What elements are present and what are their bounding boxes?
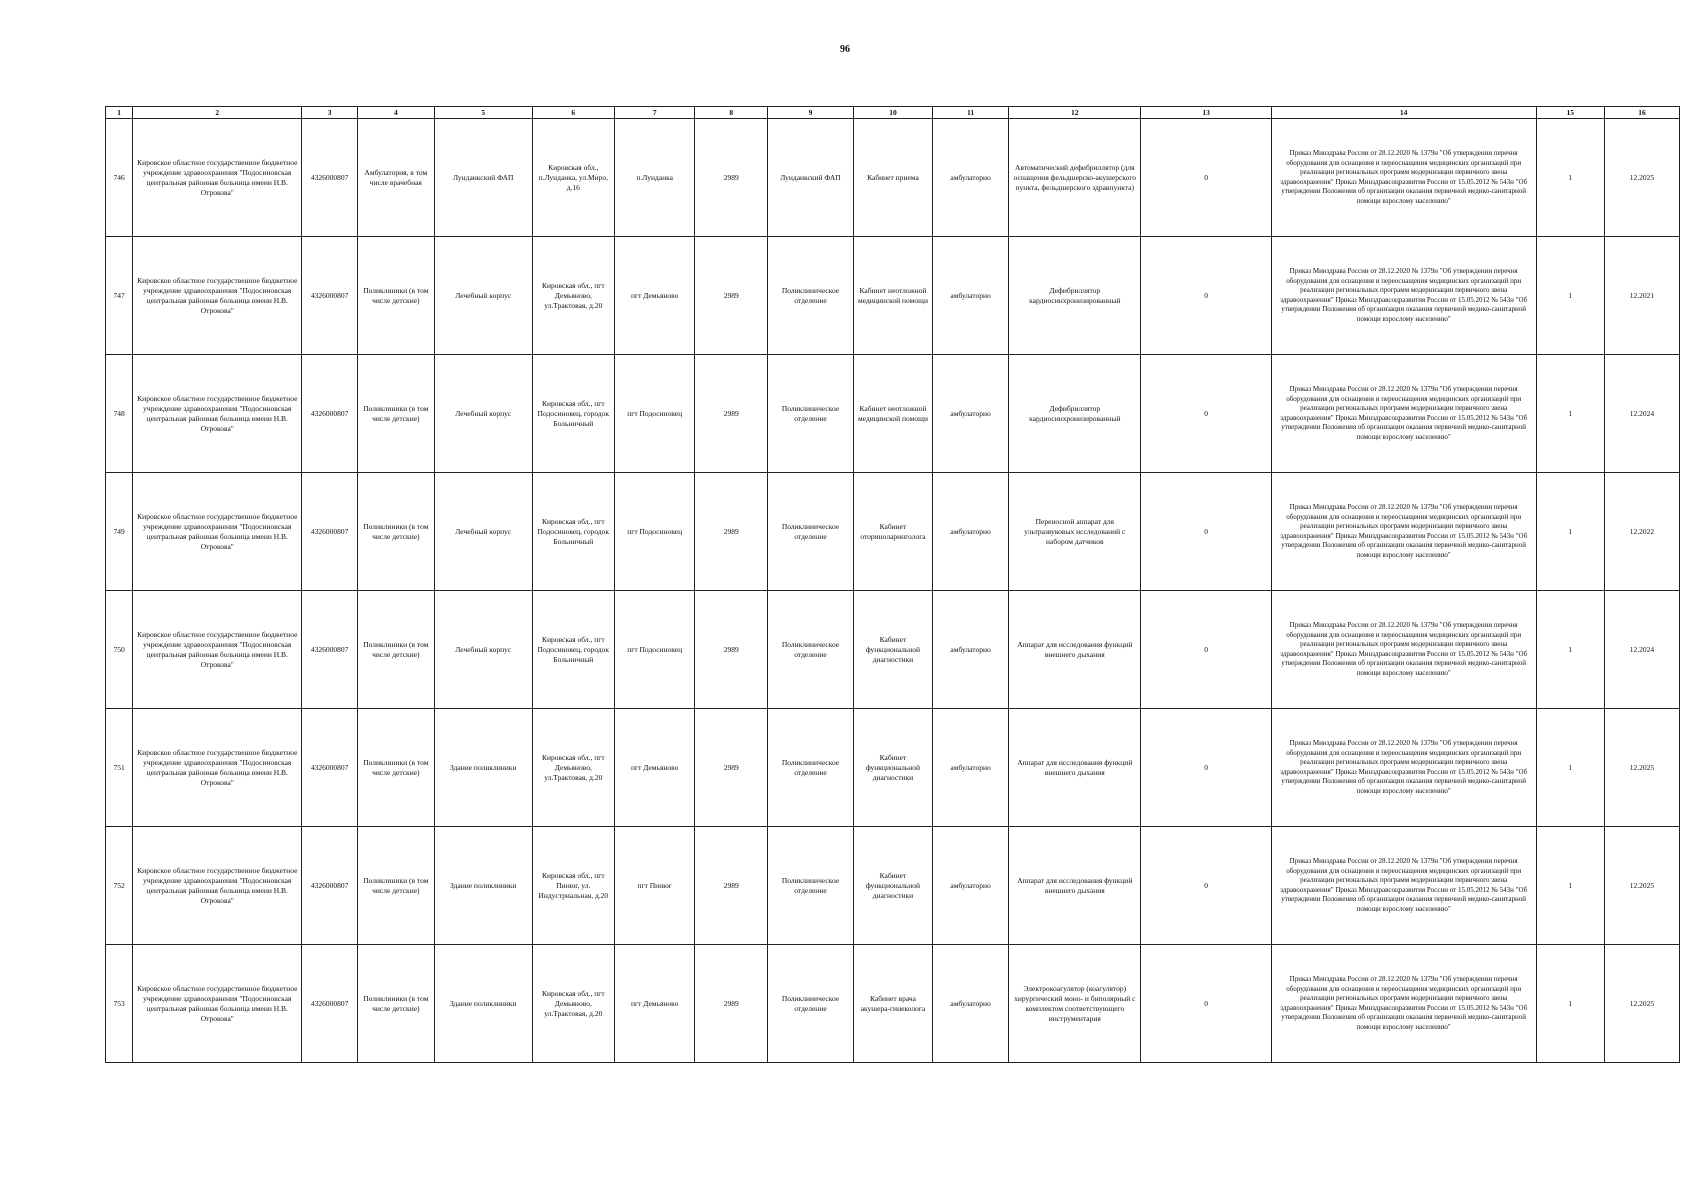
building-name: Здание поликлиники [434, 827, 532, 945]
department: Лунданкский ФАП [768, 119, 854, 237]
number: 2989 [695, 473, 768, 591]
number: 2989 [695, 237, 768, 355]
column-header: 10 [853, 107, 932, 119]
locality: пгт Подосиновец [615, 473, 695, 591]
column-header: 3 [302, 107, 357, 119]
room: Кабинет функциональной диагностики [853, 709, 932, 827]
care-mode: амбулаторно [933, 119, 1009, 237]
table-row [106, 945, 1680, 1063]
facility-type: Поликлиники (в том числе детские) [357, 591, 434, 709]
quantity: 0 [1141, 473, 1271, 591]
table-row [106, 355, 1680, 473]
equipment-name: Дефибриллятор кардиосинхронизированный [1009, 237, 1141, 355]
building-name: Лечебный корпус [434, 237, 532, 355]
row-number: 749 [106, 473, 133, 591]
number: 2989 [695, 591, 768, 709]
table-row [106, 591, 1680, 709]
row-number: 750 [106, 591, 133, 709]
address: Кировская обл., пгт Демьяново, ул.Трактовая, д.20 [532, 945, 614, 1063]
regulation-order: Приказ Минздрава России от 28.12.2020 № 1379н "Об утверждении перечня оборудования для оснащения и переоснащения медицинских организаций при реализации региональных программ модернизации первичного звена здравоохранения" Приказ Минздравсоцразвития России от 15.05.2012 № 543н "Об утверждении Положения об организации оказания первичной медико-санитарной помощи взрослому населению" [1271, 473, 1536, 591]
need-count: 1 [1536, 473, 1604, 591]
care-mode: амбулаторно [933, 591, 1009, 709]
locality: пгт Демьяново [615, 709, 695, 827]
care-mode: амбулаторно [933, 473, 1009, 591]
quantity: 0 [1141, 119, 1271, 237]
department: Поликлиническое отделение [768, 709, 854, 827]
address: Кировская обл., пгт Подосиновец, городок Больничный [532, 591, 614, 709]
quantity: 0 [1141, 591, 1271, 709]
need-count: 1 [1536, 945, 1604, 1063]
organization-code: 4326000807 [302, 237, 357, 355]
need-count: 1 [1536, 237, 1604, 355]
regulation-order: Приказ Минздрава России от 28.12.2020 № 1379н "Об утверждении перечня оборудования для оснащения и переоснащения медицинских организаций при реализации региональных программ модернизации первичного звена здравоохранения" Приказ Минздравсоцразвития России от 15.05.2012 № 543н "Об утверждении Положения об организации оказания первичной медико-санитарной помощи взрослому населению" [1271, 591, 1536, 709]
department: Поликлиническое отделение [768, 827, 854, 945]
equipment-name: Электрокоагулятор (коагулятор) хирургический моно- и биполярный с комплектом соответствующего инструментария [1009, 945, 1141, 1063]
facility-type: Поликлиники (в том числе детские) [357, 709, 434, 827]
facility-type: Поликлиники (в том числе детские) [357, 355, 434, 473]
quantity: 0 [1141, 237, 1271, 355]
locality: пгт Демьяново [615, 237, 695, 355]
care-mode: амбулаторно [933, 945, 1009, 1063]
department: Поликлиническое отделение [768, 355, 854, 473]
equipment-name: Переносной аппарат для ультразвуковых исследований с набором датчиков [1009, 473, 1141, 591]
room: Кабинет врача акушера-гинеколога [853, 945, 932, 1063]
department: Поликлиническое отделение [768, 591, 854, 709]
locality: пгт Демьяново [615, 945, 695, 1063]
column-header: 5 [434, 107, 532, 119]
organization-name: Кировское областное государственное бюджетное учреждение здравоохранения "Подосиновская центральная районная больница имени Н.В. Отрокова" [133, 473, 302, 591]
care-mode: амбулаторно [933, 355, 1009, 473]
locality: п.Лунданка [615, 119, 695, 237]
building-name: Лунданкский ФАП [434, 119, 532, 237]
table-row [106, 237, 1680, 355]
table-row [106, 119, 1680, 237]
column-header: 2 [133, 107, 302, 119]
table-row [106, 473, 1680, 591]
column-header: 12 [1009, 107, 1141, 119]
due-date: 12.2025 [1604, 709, 1679, 827]
building-name: Лечебный корпус [434, 473, 532, 591]
due-date: 12.2025 [1604, 827, 1679, 945]
column-header: 16 [1604, 107, 1679, 119]
organization-code: 4326000807 [302, 827, 357, 945]
address: Кировская обл., пгт Подосиновец, городок Больничный [532, 473, 614, 591]
need-count: 1 [1536, 119, 1604, 237]
due-date: 12.2021 [1604, 237, 1679, 355]
need-count: 1 [1536, 591, 1604, 709]
equipment-name: Автоматический дефибриллятор (для оснащения фельдшерско-акушерского пункта, фельдшерского здравпункта) [1009, 119, 1141, 237]
row-number: 752 [106, 827, 133, 945]
organization-name: Кировское областное государственное бюджетное учреждение здравоохранения "Подосиновская центральная районная больница имени Н.В. Отрокова" [133, 591, 302, 709]
organization-name: Кировское областное государственное бюджетное учреждение здравоохранения "Подосиновская центральная районная больница имени Н.В. Отрокова" [133, 827, 302, 945]
regulation-order: Приказ Минздрава России от 28.12.2020 № 1379н "Об утверждении перечня оборудования для оснащения и переоснащения медицинских организаций при реализации региональных программ модернизации первичного звена здравоохранения" Приказ Минздравсоцразвития России от 15.05.2012 № 543н "Об утверждении Положения об организации оказания первичной медико-санитарной помощи взрослому населению" [1271, 709, 1536, 827]
row-number: 751 [106, 709, 133, 827]
facility-type: Поликлиники (в том числе детские) [357, 827, 434, 945]
facility-type: Поликлиники (в том числе детские) [357, 237, 434, 355]
number: 2989 [695, 827, 768, 945]
room: Кабинет неотложной медицинской помощи [853, 237, 932, 355]
number: 2989 [695, 119, 768, 237]
due-date: 12.2025 [1604, 945, 1679, 1063]
quantity: 0 [1141, 709, 1271, 827]
department: Поликлиническое отделение [768, 945, 854, 1063]
need-count: 1 [1536, 709, 1604, 827]
due-date: 12.2024 [1604, 355, 1679, 473]
row-number: 747 [106, 237, 133, 355]
header-row [106, 107, 1680, 119]
building-name: Лечебный корпус [434, 591, 532, 709]
need-count: 1 [1536, 355, 1604, 473]
locality: пгт Подосиновец [615, 355, 695, 473]
room: Кабинет функциональной диагностики [853, 591, 932, 709]
number: 2989 [695, 355, 768, 473]
facility-type: Поликлиники (в том числе детские) [357, 945, 434, 1063]
equipment-name: Дефибриллятор кардиосинхронизированный [1009, 355, 1141, 473]
need-count: 1 [1536, 827, 1604, 945]
equipment-name: Аппарат для исследования функций внешнего дыхания [1009, 827, 1141, 945]
care-mode: амбулаторно [933, 709, 1009, 827]
quantity: 0 [1141, 355, 1271, 473]
building-name: Здание поликлиники [434, 945, 532, 1063]
address: Кировская обл., пгт Демьяново, ул.Трактовая, д.20 [532, 237, 614, 355]
column-header: 11 [933, 107, 1009, 119]
organization-name: Кировское областное государственное бюджетное учреждение здравоохранения "Подосиновская центральная районная больница имени Н.В. Отрокова" [133, 355, 302, 473]
organization-code: 4326000807 [302, 945, 357, 1063]
equipment-name: Аппарат для исследования функций внешнего дыхания [1009, 709, 1141, 827]
quantity: 0 [1141, 827, 1271, 945]
due-date: 12.2024 [1604, 591, 1679, 709]
equipment-name: Аппарат для исследования функций внешнего дыхания [1009, 591, 1141, 709]
equipment-table [105, 106, 1680, 1063]
facility-type: Поликлиники (в том числе детские) [357, 473, 434, 591]
row-number: 746 [106, 119, 133, 237]
regulation-order: Приказ Минздрава России от 28.12.2020 № 1379н "Об утверждении перечня оборудования для оснащения и переоснащения медицинских организаций при реализации региональных программ модернизации первичного звена здравоохранения" Приказ Минздравсоцразвития России от 15.05.2012 № 543н "Об утверждении Положения об организации оказания первичной медико-санитарной помощи взрослому населению" [1271, 945, 1536, 1063]
number: 2989 [695, 709, 768, 827]
column-header: 6 [532, 107, 614, 119]
page-number: 96 [840, 44, 850, 55]
department: Поликлиническое отделение [768, 473, 854, 591]
organization-name: Кировское областное государственное бюджетное учреждение здравоохранения "Подосиновская центральная районная больница имени Н.В. Отрокова" [133, 709, 302, 827]
quantity: 0 [1141, 945, 1271, 1063]
organization-code: 4326000807 [302, 709, 357, 827]
department: Поликлиническое отделение [768, 237, 854, 355]
care-mode: амбулаторно [933, 237, 1009, 355]
organization-name: Кировское областное государственное бюджетное учреждение здравоохранения "Подосиновская центральная районная больница имени Н.В. Отрокова" [133, 945, 302, 1063]
row-number: 748 [106, 355, 133, 473]
room: Кабинет функциональной диагностики [853, 827, 932, 945]
due-date: 12.2022 [1604, 473, 1679, 591]
table-row [106, 827, 1680, 945]
organization-name: Кировское областное государственное бюджетное учреждение здравоохранения "Подосиновская центральная районная больница имени Н.В. Отрокова" [133, 119, 302, 237]
organization-code: 4326000807 [302, 355, 357, 473]
regulation-order: Приказ Минздрава России от 28.12.2020 № 1379н "Об утверждении перечня оборудования для оснащения и переоснащения медицинских организаций при реализации региональных программ модернизации первичного звена здравоохранения" Приказ Минздравсоцразвития России от 15.05.2012 № 543н "Об утверждении Положения об организации оказания первичной медико-санитарной помощи взрослому населению" [1271, 237, 1536, 355]
organization-code: 4326000807 [302, 591, 357, 709]
column-header: 15 [1536, 107, 1604, 119]
facility-type: Амбулатория, в том числе врачебная [357, 119, 434, 237]
column-header: 14 [1271, 107, 1536, 119]
column-header: 13 [1141, 107, 1271, 119]
locality: пгт Подосиновец [615, 591, 695, 709]
column-header: 8 [695, 107, 768, 119]
locality: пгт Пинюг [615, 827, 695, 945]
organization-name: Кировское областное государственное бюджетное учреждение здравоохранения "Подосиновская центральная районная больница имени Н.В. Отрокова" [133, 237, 302, 355]
building-name: Лечебный корпус [434, 355, 532, 473]
column-header: 4 [357, 107, 434, 119]
column-header: 1 [106, 107, 133, 119]
room: Кабинет оториноларинголога [853, 473, 932, 591]
address: Кировская обл., пгт Подосиновец, городок Больничный [532, 355, 614, 473]
regulation-order: Приказ Минздрава России от 28.12.2020 № 1379н "Об утверждении перечня оборудования для оснащения и переоснащения медицинских организаций при реализации региональных программ модернизации первичного звена здравоохранения" Приказ Минздравсоцразвития России от 15.05.2012 № 543н "Об утверждении Положения об организации оказания первичной медико-санитарной помощи взрослому населению" [1271, 827, 1536, 945]
care-mode: амбулаторно [933, 827, 1009, 945]
regulation-order: Приказ Минздрава России от 28.12.2020 № 1379н "Об утверждении перечня оборудования для оснащения и переоснащения медицинских организаций при реализации региональных программ модернизации первичного звена здравоохранения" Приказ Минздравсоцразвития России от 15.05.2012 № 543н "Об утверждении Положения об организации оказания первичной медико-санитарной помощи взрослому населению" [1271, 119, 1536, 237]
organization-code: 4326000807 [302, 119, 357, 237]
due-date: 12.2025 [1604, 119, 1679, 237]
column-header: 7 [615, 107, 695, 119]
regulation-order: Приказ Минздрава России от 28.12.2020 № 1379н "Об утверждении перечня оборудования для оснащения и переоснащения медицинских организаций при реализации региональных программ модернизации первичного звена здравоохранения" Приказ Минздравсоцразвития России от 15.05.2012 № 543н "Об утверждении Положения об организации оказания первичной медико-санитарной помощи взрослому населению" [1271, 355, 1536, 473]
column-header: 9 [768, 107, 854, 119]
address: Кировская обл., пгт Демьяново, ул.Трактовая, д.20 [532, 709, 614, 827]
address: Кировская обл., п.Лунданка, ул.Миро, д.16 [532, 119, 614, 237]
address: Кировская обл., пгт Пинюг, ул. Индустриальная, д.20 [532, 827, 614, 945]
number: 2989 [695, 945, 768, 1063]
room: Кабинет неотложной медицинской помощи [853, 355, 932, 473]
room: Кабинет приема [853, 119, 932, 237]
organization-code: 4326000807 [302, 473, 357, 591]
row-number: 753 [106, 945, 133, 1063]
table-row [106, 709, 1680, 827]
building-name: Здание поликлиники [434, 709, 532, 827]
